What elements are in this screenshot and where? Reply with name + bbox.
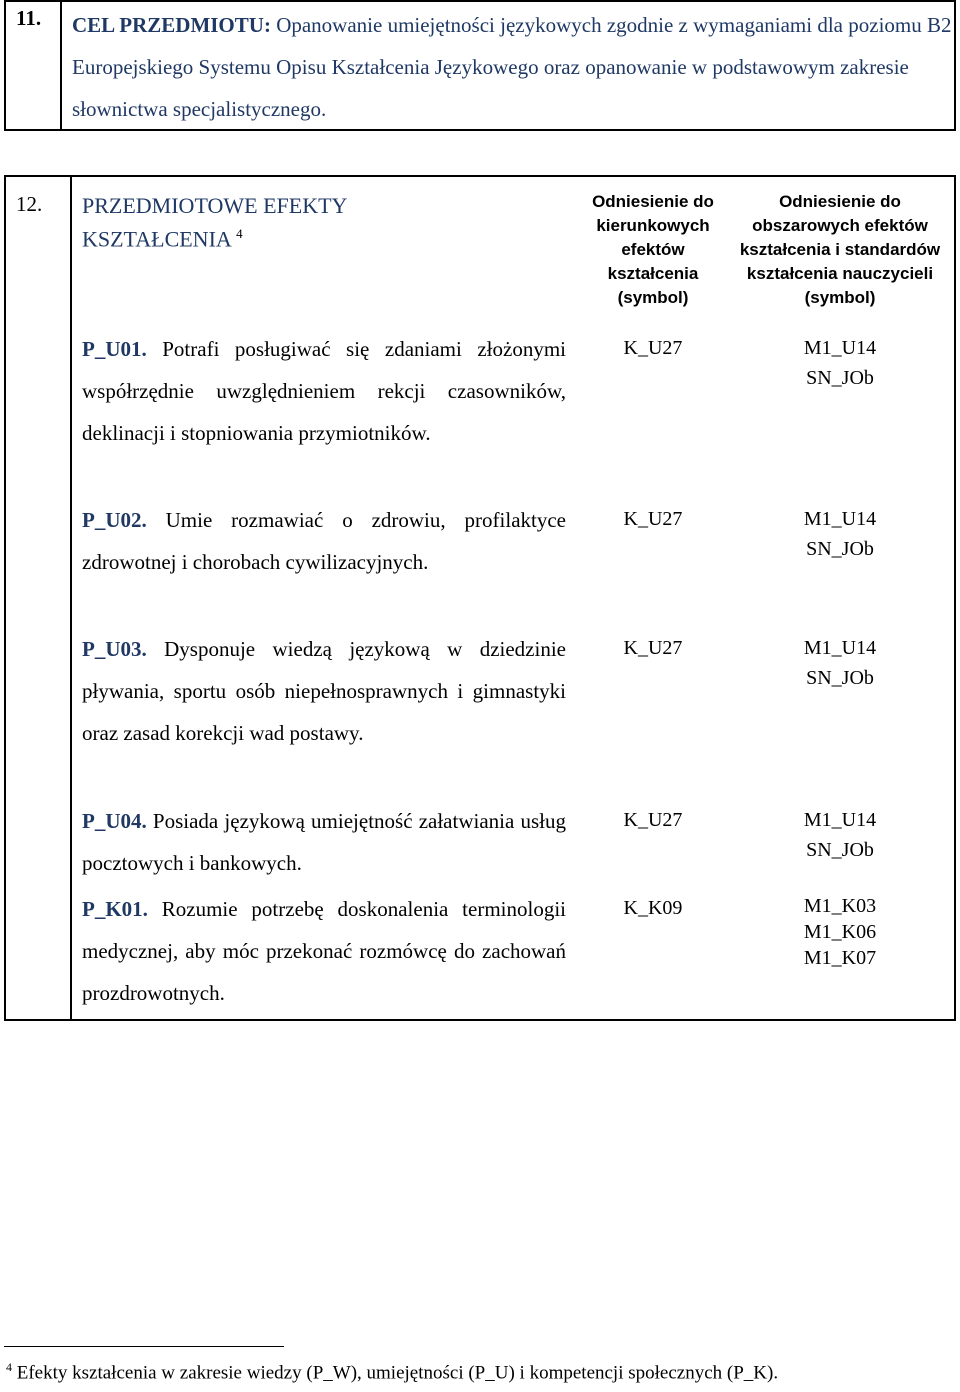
- effect-text: Dysponuje wiedzą językową w dziedzinie pływania, sportu osób niepełnosprawnych i gimnastyki oraz zasad korekcji wad postawy.: [82, 637, 566, 745]
- effect-text: Posiada językową umiejętność załatwiania usług pocztowych i bankowych.: [82, 809, 566, 875]
- course-goal: [72, 4, 952, 130]
- effect-code: P_U04.: [82, 809, 147, 833]
- effect-row: [82, 328, 566, 454]
- section-11: [4, 0, 956, 131]
- effect-row: [82, 499, 566, 583]
- effect-kier-symbol: K_U27: [623, 337, 683, 359]
- effect-kier-symbol: K_K09: [623, 897, 683, 919]
- obsz-symbol: M1_U14: [803, 809, 877, 831]
- effect-row: [82, 628, 566, 754]
- effect-obsz-symbols: [730, 805, 950, 865]
- effect-text: Rozumie potrzebę doskonalenia terminologii medycznej, aby móc przekonać rozmówcę do zachowań prozdrowotnych.: [82, 897, 567, 1005]
- heading-line-2: [82, 220, 347, 253]
- section-number: 11.: [6, 2, 62, 129]
- obsz-symbol: SN_JOb: [806, 667, 874, 689]
- obsz-symbol: SN_JOb: [806, 538, 874, 560]
- effect-obsz-symbols: [730, 633, 950, 693]
- heading-line-2-text: KSZTAŁCENIA: [82, 226, 231, 252]
- obsz-symbol: M1_U14: [803, 637, 877, 659]
- obsz-symbol: SN_JOb: [806, 839, 874, 861]
- footnote-text: Efekty kształcenia w zakresie wiedzy (P_W), umiejętności (P_U) i kompetencji społecznych (P_K).: [16, 1362, 779, 1384]
- effect-kier-symbol: K_U27: [623, 637, 683, 659]
- obsz-symbol: M1_K06: [803, 921, 877, 943]
- column-header-obszarowe: Odniesienie do obszarowych efektów kształcenia i standardów kształcenia nauczycieli (symbol): [739, 192, 941, 307]
- course-goal-text: Opanowanie umiejętności językowych zgodnie z wymaganiami dla poziomu B2 Europejskiego Systemu Opisu Kształcenia Językowego oraz opanowanie w podstawowym zakresie słownictwa specjalistycznego.: [72, 13, 952, 121]
- footnote: [6, 1360, 778, 1384]
- effect-code: P_K01.: [82, 897, 148, 921]
- column-header-kierunkowe: Odniesienie do kierunkowych efektów kształcenia (symbol): [592, 192, 714, 307]
- effect-kier-symbol: K_U27: [623, 809, 683, 831]
- section-12: [4, 175, 956, 1021]
- heading-line-1: PRZEDMIOTOWE EFEKTY: [82, 193, 348, 218]
- effect-obsz-symbols: [730, 504, 950, 564]
- footnote-mark: 4: [6, 1360, 12, 1374]
- effect-row: [82, 888, 566, 1014]
- effect-kier-symbol: K_U27: [623, 508, 683, 530]
- obsz-symbol: M1_K07: [803, 947, 877, 969]
- effect-text: Potrafi posługiwać się zdaniami złożonymi współrzędnie uwzględnieniem rekcji czasowników, deklinacji i stopniowania przymiotników.: [82, 337, 566, 445]
- effect-obsz-symbols: [730, 893, 950, 971]
- effect-text: Umie rozmawiać o zdrowiu, profilaktyce zdrowotnej i chorobach cywilizacyjnych.: [82, 508, 566, 574]
- obsz-symbol: M1_U14: [803, 337, 877, 359]
- course-goal-label: CEL PRZEDMIOTU:: [72, 13, 271, 37]
- footnote-separator: [4, 1346, 284, 1347]
- effect-row: [82, 800, 566, 884]
- effect-obsz-symbols: [730, 333, 950, 393]
- section-heading: [82, 192, 347, 253]
- effect-code: P_U01.: [82, 337, 147, 361]
- obsz-symbol: M1_K03: [803, 895, 877, 917]
- footnote-marker: 4: [236, 226, 243, 241]
- effect-code: P_U02.: [82, 508, 147, 532]
- obsz-symbol: M1_U14: [803, 508, 877, 530]
- effect-code: P_U03.: [82, 637, 147, 661]
- obsz-symbol: SN_JOb: [806, 367, 874, 389]
- section-number: 12.: [6, 177, 72, 1019]
